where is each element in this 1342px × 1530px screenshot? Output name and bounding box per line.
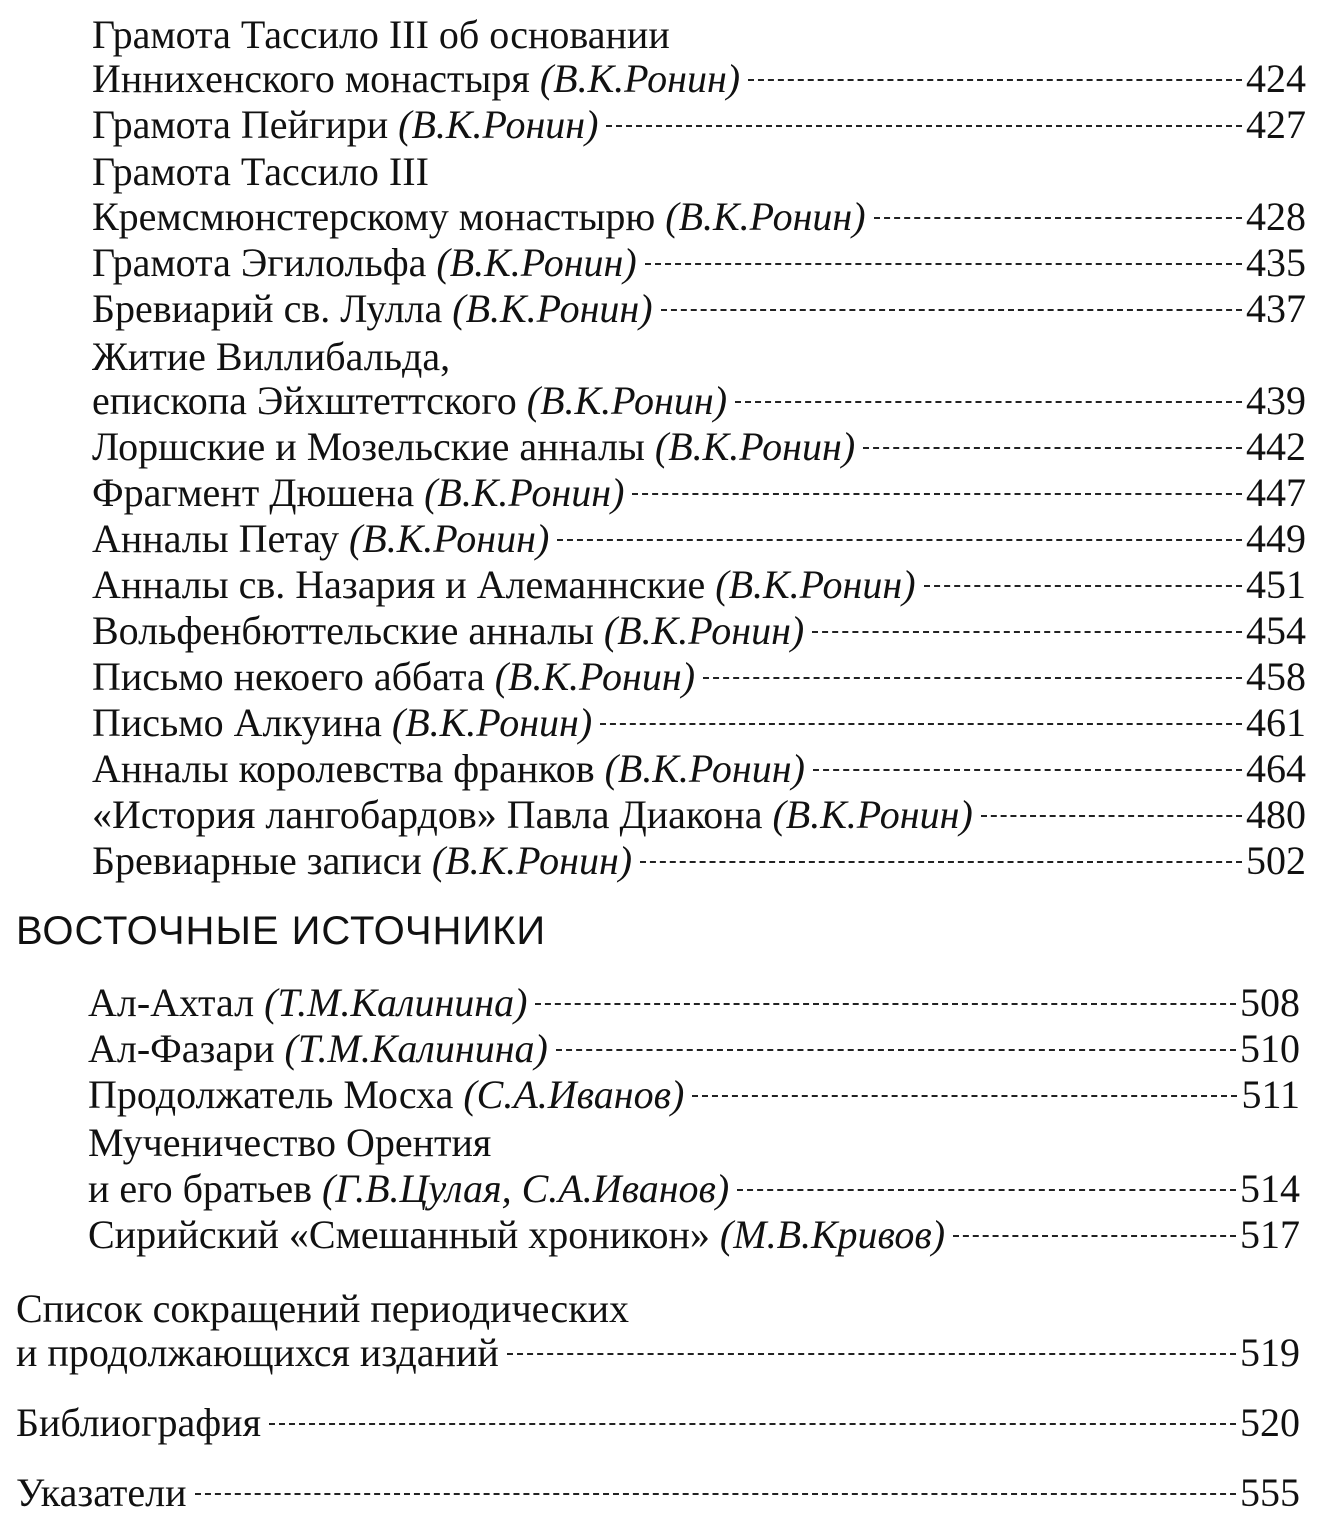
toc-entry: [16, 1400, 1300, 1446]
toc-entry-title: Указатели: [16, 1470, 187, 1515]
toc-entry: [92, 194, 1306, 240]
toc-entry-title: Лоршские и Мозельские анналы: [92, 424, 645, 469]
toc-entry-title: Бревиарные записи: [92, 838, 422, 883]
toc-entry-page: 480: [1246, 792, 1306, 837]
toc-entry-author: (В.К.Ронин): [494, 654, 696, 699]
toc-entry-title: Ал-Фазари: [88, 1026, 275, 1071]
toc-entry-title: и его братьев: [88, 1166, 313, 1211]
toc-entry-pre: Список сокращений периодических: [16, 1286, 630, 1331]
toc-entry: [92, 286, 1306, 332]
toc-entry-page: 511: [1241, 1072, 1300, 1117]
toc-entry: [92, 56, 1306, 102]
toc-entry-page: 428: [1246, 194, 1306, 239]
toc-entry-page: 439: [1246, 378, 1306, 423]
dotted-leader: [813, 769, 1242, 771]
toc-entry-title: Бревиарий св. Лулла: [92, 286, 443, 331]
toc-entry-page: 461: [1246, 700, 1306, 745]
dotted-leader: [600, 723, 1242, 725]
toc-entry-title: Фрагмент Дюшена: [92, 470, 415, 515]
toc-entry: [88, 980, 1300, 1026]
toc-entry-author: (В.К.Ронин): [424, 470, 625, 515]
toc-entry-page: 464: [1246, 746, 1306, 791]
dotted-leader: [924, 585, 1242, 587]
toc-entry: [92, 700, 1306, 746]
toc-entry-page: 442: [1246, 424, 1306, 469]
toc-entry-author: (В.К.Ронин): [665, 194, 866, 239]
toc-entry-author: (В.К.Ронин): [772, 792, 973, 837]
toc-entry-page: 427: [1246, 102, 1306, 147]
dotted-leader: [953, 1235, 1236, 1237]
dotted-leader: [557, 539, 1242, 541]
dotted-leader: [269, 1423, 1236, 1425]
toc-entry-author: (В.К.Ронин): [603, 608, 805, 653]
toc-entry: [92, 746, 1306, 792]
dotted-leader: [606, 125, 1242, 127]
toc-entry-page: 449: [1246, 516, 1306, 561]
toc-entry: [16, 1330, 1300, 1376]
toc-entry-page: 514: [1240, 1166, 1300, 1211]
toc-entry-title: и продолжающихся изданий: [16, 1330, 499, 1375]
toc-entry: [92, 562, 1306, 608]
toc-entry-title: Инниxенского монастыря: [92, 56, 530, 101]
toc-entry: [92, 608, 1306, 654]
toc-entry: [92, 516, 1306, 562]
dotted-leader: [632, 493, 1242, 495]
toc-entry-author: (В.К.Ронин): [539, 56, 741, 101]
toc-entry: [92, 654, 1306, 700]
toc-entry-title: Кремсмюнстерскому монастырю: [92, 194, 656, 239]
section-heading: ВОСТОЧНЫЕ ИСТОЧНИКИ: [16, 909, 547, 953]
toc-entry: [92, 378, 1306, 424]
toc-entry-author: (В.К.Ронин): [436, 240, 637, 285]
toc-entry-title: Продолжатель Мосха: [88, 1072, 454, 1117]
toc-entry-page: 454: [1246, 608, 1306, 653]
toc-entry-page: 510: [1240, 1026, 1300, 1071]
toc-entry-title: Ал-Ахтал: [88, 980, 255, 1025]
toc-entry: [92, 240, 1306, 286]
toc-entry-pre: Мученичество Орентия: [88, 1120, 492, 1165]
toc-entry-page: 435: [1246, 240, 1306, 285]
dotted-leader: [507, 1353, 1236, 1355]
toc-entry-author: (Т.М.Калинина): [264, 980, 528, 1025]
toc-entry-title: епископа Эйхштеттского: [92, 378, 517, 423]
toc-entry-page: 447: [1246, 470, 1306, 515]
toc-entry-author: (Т.М.Калинина): [284, 1026, 548, 1071]
toc-entry-title: Сирийский «Смешанный хроникон»: [88, 1212, 710, 1257]
toc-entry: [92, 470, 1306, 516]
toc-entry-page: 555: [1240, 1470, 1300, 1515]
dotted-leader: [812, 631, 1242, 633]
toc-entry: [88, 1026, 1300, 1072]
toc-entry: [92, 424, 1306, 470]
dotted-leader: [737, 1189, 1236, 1191]
toc-entry-title: Анналы королевства франков: [92, 746, 595, 791]
toc-entry: [88, 1072, 1300, 1118]
toc-entry: [92, 792, 1306, 838]
toc-entry-page: 451: [1246, 562, 1306, 607]
toc-entry-title: Письмо Алкуина: [92, 700, 382, 745]
toc-entry-page: 424: [1246, 56, 1306, 101]
toc-entry-page: 517: [1240, 1212, 1300, 1257]
dotted-leader: [556, 1049, 1236, 1051]
toc-entry-title: Анналы Петау: [92, 516, 339, 561]
dotted-leader: [703, 677, 1242, 679]
toc-entry-title: Анналы св. Назария и Алеманнские: [92, 562, 706, 607]
toc-entry: [16, 1470, 1300, 1516]
dotted-leader: [535, 1003, 1236, 1005]
toc-entry: [88, 1166, 1300, 1212]
toc-entry-page: 437: [1246, 286, 1306, 331]
dotted-leader: [640, 861, 1242, 863]
toc-entry-author: (В.К.Ронин): [348, 516, 550, 561]
toc-entry-author: (В.К.Ронин): [526, 378, 728, 423]
toc-entry: [88, 1212, 1300, 1258]
dotted-leader: [981, 815, 1242, 817]
toc-entry-author: (М.В.Кривов): [719, 1212, 946, 1257]
toc-entry-pre: Житие Виллибальда,: [92, 334, 451, 379]
dotted-leader: [874, 217, 1242, 219]
toc-entry-author: (В.К.Ронин): [604, 746, 805, 791]
toc-entry: [92, 102, 1306, 148]
toc-entry-author: (В.К.Ронин): [654, 424, 856, 469]
dotted-leader: [692, 1095, 1237, 1097]
toc-entry-author: (С.А.Иванов): [463, 1072, 685, 1117]
dotted-leader: [661, 309, 1242, 311]
toc-entry-title: Письмо некоего аббата: [92, 654, 485, 699]
toc-entry-title: Грамота Эгилольфа: [92, 240, 427, 285]
toc-entry-pre: Грамота Тассило III об основании: [92, 12, 670, 57]
toc-entry-author: (Г.В.Цулая, С.А.Иванов): [322, 1166, 730, 1211]
toc-entry-page: 519: [1240, 1330, 1300, 1375]
toc-entry: [92, 838, 1306, 884]
dotted-leader: [645, 263, 1242, 265]
toc-entry-page: 508: [1240, 980, 1300, 1025]
toc-entry-page: 502: [1246, 838, 1306, 883]
dotted-leader: [735, 401, 1242, 403]
toc-entry-title: Вольфенбюттельские анналы: [92, 608, 594, 653]
toc-entry-page: 458: [1246, 654, 1306, 699]
toc-entry-pre: Грамота Тассило III: [92, 149, 429, 194]
dotted-leader: [863, 447, 1242, 449]
toc-entry-title: Грамота Пейгири: [92, 102, 389, 147]
toc-entry-author: (В.К.Ронин): [391, 700, 593, 745]
toc-entry-author: (В.К.Ронин): [398, 102, 599, 147]
toc-entry-author: (В.К.Ронин): [431, 838, 633, 883]
dotted-leader: [195, 1493, 1236, 1495]
toc-entry-title: Библиография: [16, 1400, 261, 1445]
toc-entry-author: (В.К.Ронин): [715, 562, 916, 607]
dotted-leader: [748, 79, 1242, 81]
toc-entry-title: «История лангобардов» Павла Диакона: [92, 792, 763, 837]
toc-entry-author: (В.К.Ронин): [452, 286, 653, 331]
toc-entry-page: 520: [1240, 1400, 1300, 1445]
